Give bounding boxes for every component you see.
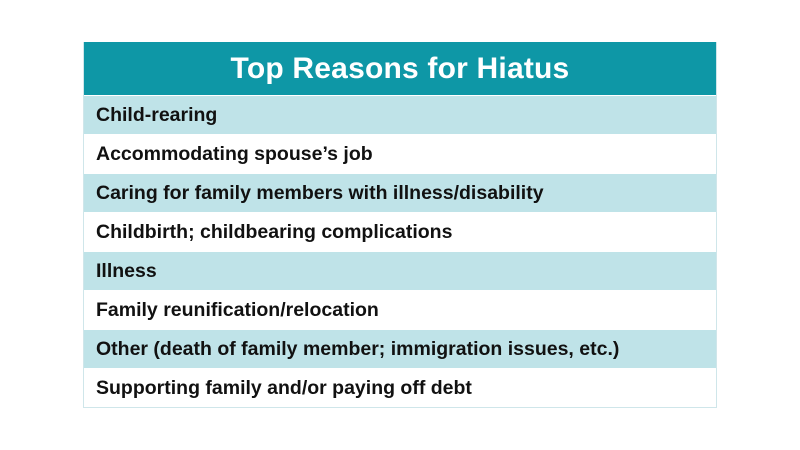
reasons-table bbox=[83, 42, 717, 408]
table-row: Child-rearing bbox=[84, 95, 716, 134]
table-row: Childbirth; childbearing complications bbox=[84, 212, 716, 251]
table-row: Family reunification/relocation bbox=[84, 290, 716, 329]
table-row: Other (death of family member; immigration issues, etc.) bbox=[84, 329, 716, 368]
table-row: Supporting family and/or paying off debt bbox=[84, 368, 716, 407]
table-row: Accommodating spouse’s job bbox=[84, 134, 716, 173]
table-title: Top Reasons for Hiatus bbox=[84, 42, 716, 95]
table-row: Caring for family members with illness/disability bbox=[84, 173, 716, 212]
table-row: Illness bbox=[84, 251, 716, 290]
